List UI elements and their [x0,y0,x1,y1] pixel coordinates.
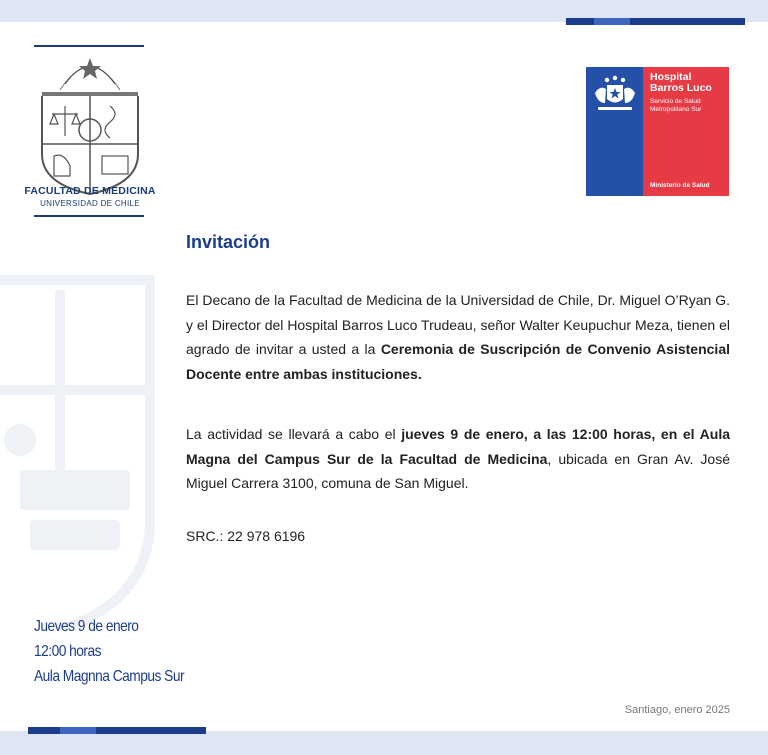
ministry-label: Ministerio de Salud [650,182,710,189]
p2-text-end: , ubicada en Gran Av. José Miguel Carrera 3100, comuna de San Miguel. [186,450,730,491]
p1-text: El Decano de la Facultad de Medicina de la Universidad de Chile, Dr. Miguel O’Ryan G. y el Director del Hospital Barros Luco Trudeau, señor Walter Keupuchur Meza, tienen el agrado de invitar a usted a la [186,292,730,357]
invitation-paragraph-1 [186,288,730,386]
hospital-name-line2: Barros Luco [650,82,712,94]
hospital-name [650,72,726,94]
p2-bold: jueves 9 de enero, a las 12:00 horas, en el Aula Magna del Campus Sur de la Facultad de Medicina [186,426,731,467]
invitation-title: Invitación [186,232,271,252]
health-service-line1: Servicio de Salud [650,98,701,105]
bottom-band [0,731,768,755]
shield-watermark [0,270,160,630]
facultad-medicina-title: FACULTAD DE MEDICINA [24,185,156,197]
bottom-accent-bar-dark [28,727,60,734]
chile-coat-of-arms-icon [592,75,638,113]
health-service-line2: Metropolitano Sur [650,106,702,113]
bottom-accent-bar-mid [60,727,96,734]
top-accent-bar-dark [566,18,594,25]
bottom-accent-bar-long [96,727,206,734]
top-accent-bar-mid [594,18,630,25]
p2-text-start: La actividad se llevará a cabo el [186,426,402,442]
hospital-barros-luco-logo [586,67,729,196]
universidad-chile-subtitle: UNIVERSIDAD DE CHILE [40,199,140,208]
top-accent-bar-long [630,18,745,25]
sidebar-date: Jueves 9 de enero [34,618,139,635]
invitation-paragraph-2 [186,422,730,496]
hospital-name-line1: Hospital [650,71,692,83]
health-service-name [650,98,728,114]
rsvp-phone: SRC.: 22 978 6196 [186,528,306,544]
sidebar-place: Aula Magnna Campus Sur [34,668,185,685]
sidebar-time: 12:00 horas [34,643,102,660]
footer-date: Santiago, enero 2025 [624,704,730,716]
p1-bold: Ceremonia de Suscripción de Convenio Asistencial Docente entre ambas instituciones. [186,341,730,382]
